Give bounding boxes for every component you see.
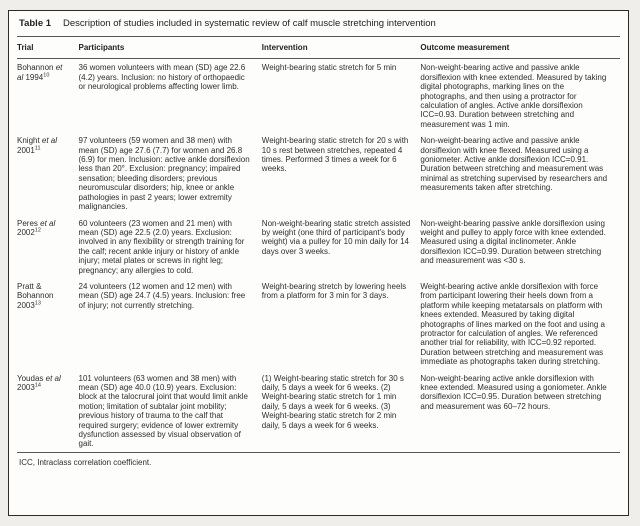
intervention-cell: Weight-bearing static stretch for 20 s with 10 s rest between stretches, repeated 4 times. Performed 3 times a week for 6 weeks. — [261, 136, 409, 174]
reference-number: 11 — [34, 145, 41, 151]
table-title — [17, 11, 620, 37]
column-header-intervention: Intervention — [262, 37, 421, 59]
intervention-cell: Non-weight-bearing static stretch assisted by weight (one third of participant's body weight) via a pulley for 10 min daily for 14 days over 3 weeks. — [261, 218, 411, 256]
reference-number: 13 — [34, 300, 41, 307]
intervention-cell: Weight-bearing stretch by lowering heels from a platform for 3 min for 3 days. — [261, 281, 407, 301]
trial-cell: Youdas et al 2003$^{14}$ — [17, 373, 61, 392]
table-row — [17, 215, 620, 278]
reference-number: 14 — [34, 382, 41, 389]
reference-number: 12 — [34, 227, 41, 234]
outcome-cell: Non-weight-bearing passive ankle dorsiflexion using weight and pulley to apply force with knee extended. Measured using a digital inclinometer. Ankle dorsiflexion ICC=0.99. Duration between stretching and measurement was <30 s. — [420, 218, 606, 266]
studies-table — [17, 37, 620, 453]
trial-cell: Pratt & Bohannon 2003$^{13}$ — [17, 281, 54, 310]
trial-cell: Knight et al 2001$^{11}$ — [17, 136, 58, 155]
table-row — [17, 370, 620, 453]
column-header-participants: Participants — [79, 37, 262, 59]
table-footnote: ICC, Intraclass correlation coefficient. — [19, 457, 152, 467]
column-header-trial: Trial — [17, 37, 79, 59]
header-row — [17, 37, 620, 59]
participants-cell: 101 volunteers (63 women and 38 men) with mean (SD) age 40.0 (10.9) years. Exclusion: block at the talocrural joint that would limit ankle motion; limitation of subtalar joint mobility; previous history of trauma to the calf that required surgery; evidence of lower extremity dysfunction assessed by visual observation of gait. — [78, 373, 248, 449]
outcome-cell: Weight-bearing active ankle dorsiflexion with force from participant lowering their heels down from a platform while keeping metatarsals on platform with knees extended. Measured by taking digital photographs of lines marked on the foot and using a protractor for calculation of angles. We referenced another trial for reliability, with ICC=0.92 reported. Duration between stretching and measurement was immediate as photographs taken during stretching. — [420, 281, 605, 367]
outcome-cell: Non-weight-bearing active and passive ankle dorsiflexion with knee flexed. Measured using a goniometer. Active ankle dorsiflexion ICC=0.91. Duration between stretching and measurement was minimal as stretching supervised by researchers and measurements taken after stretching. — [420, 136, 608, 193]
table-body — [17, 59, 620, 452]
table-container — [8, 10, 629, 516]
table-caption-text: Description of studies included in systematic review of calf muscle stretching intervention — [63, 18, 436, 29]
participants-cell: 36 women volunteers with mean (SD) age 22.6 (4.2) years. Inclusion: no history of orthopaedic or neurological problems affecting lower limb. — [78, 63, 246, 92]
participants-cell: 60 volunteers (23 women and 21 men) with mean (SD) age 22.5 (2.0) years. Exclusion: involved in any flexibility or strength training for the calf; recent ankle injury or history of ankle injury; metal plates or screws in right leg; pregnancy; any allergies to cold. — [78, 218, 245, 275]
intervention-cell: Weight-bearing static stretch for 5 min — [261, 63, 397, 73]
reference-number: 10 — [43, 72, 50, 79]
table-row — [17, 59, 620, 132]
trial-cell: Bohannon et al 1994$^{10}$ — [17, 63, 63, 82]
participants-cell: 97 volunteers (59 women and 38 men) with mean (SD) age 27.6 (7.7) for women and 26.8 (6.9) for men. Inclusion: active ankle dorsiflexion less than 20°. Exclusion: pregnancy; impaired sensation; bleeding disorders; previous neuromuscular disorders; hip, knee or ankle pathologies in past 2 years; lower extremity malignancies. — [78, 136, 250, 212]
table-number-label: Table 1 — [19, 18, 52, 29]
outcome-cell: Non-weight-bearing active ankle dorsiflexion with knee extended. Measured using a goniometer. Ankle dorsiflexion ICC=0.95. Duration between stretching and measurement was 60–72 hours. — [420, 373, 607, 411]
trial-cell: Peres et al 2002$^{12}$ — [17, 218, 56, 237]
intervention-cell: (1) Weight-bearing static stretch for 30 s daily, 5 days a week for 6 weeks. (2) Weight-bearing static stretch for 1 min daily, 5 days a week for 6 weeks. (3) Weight-bearing static stretch for 2 min daily, 5 days a week for 6 weeks. — [261, 373, 404, 430]
outcome-cell: Non-weight-bearing active and passive ankle dorsiflexion with knee extended. Measured by taking digital photographs, marking lines on the photographs, and then using a protractor for calculation of angles. Active ankle dorsiflexion ICC=0.93. Duration between stretching and measurement was 1 min. — [420, 63, 607, 129]
table-row — [17, 132, 620, 214]
participants-cell: 24 volunteers (12 women and 12 men) with mean (SD) age 24.7 (4.5) years. Inclusion: free of injury; not currently stretching. — [78, 281, 246, 310]
table-header — [17, 37, 620, 59]
table-row — [17, 278, 620, 370]
column-header-outcome: Outcome measurement — [420, 37, 620, 59]
